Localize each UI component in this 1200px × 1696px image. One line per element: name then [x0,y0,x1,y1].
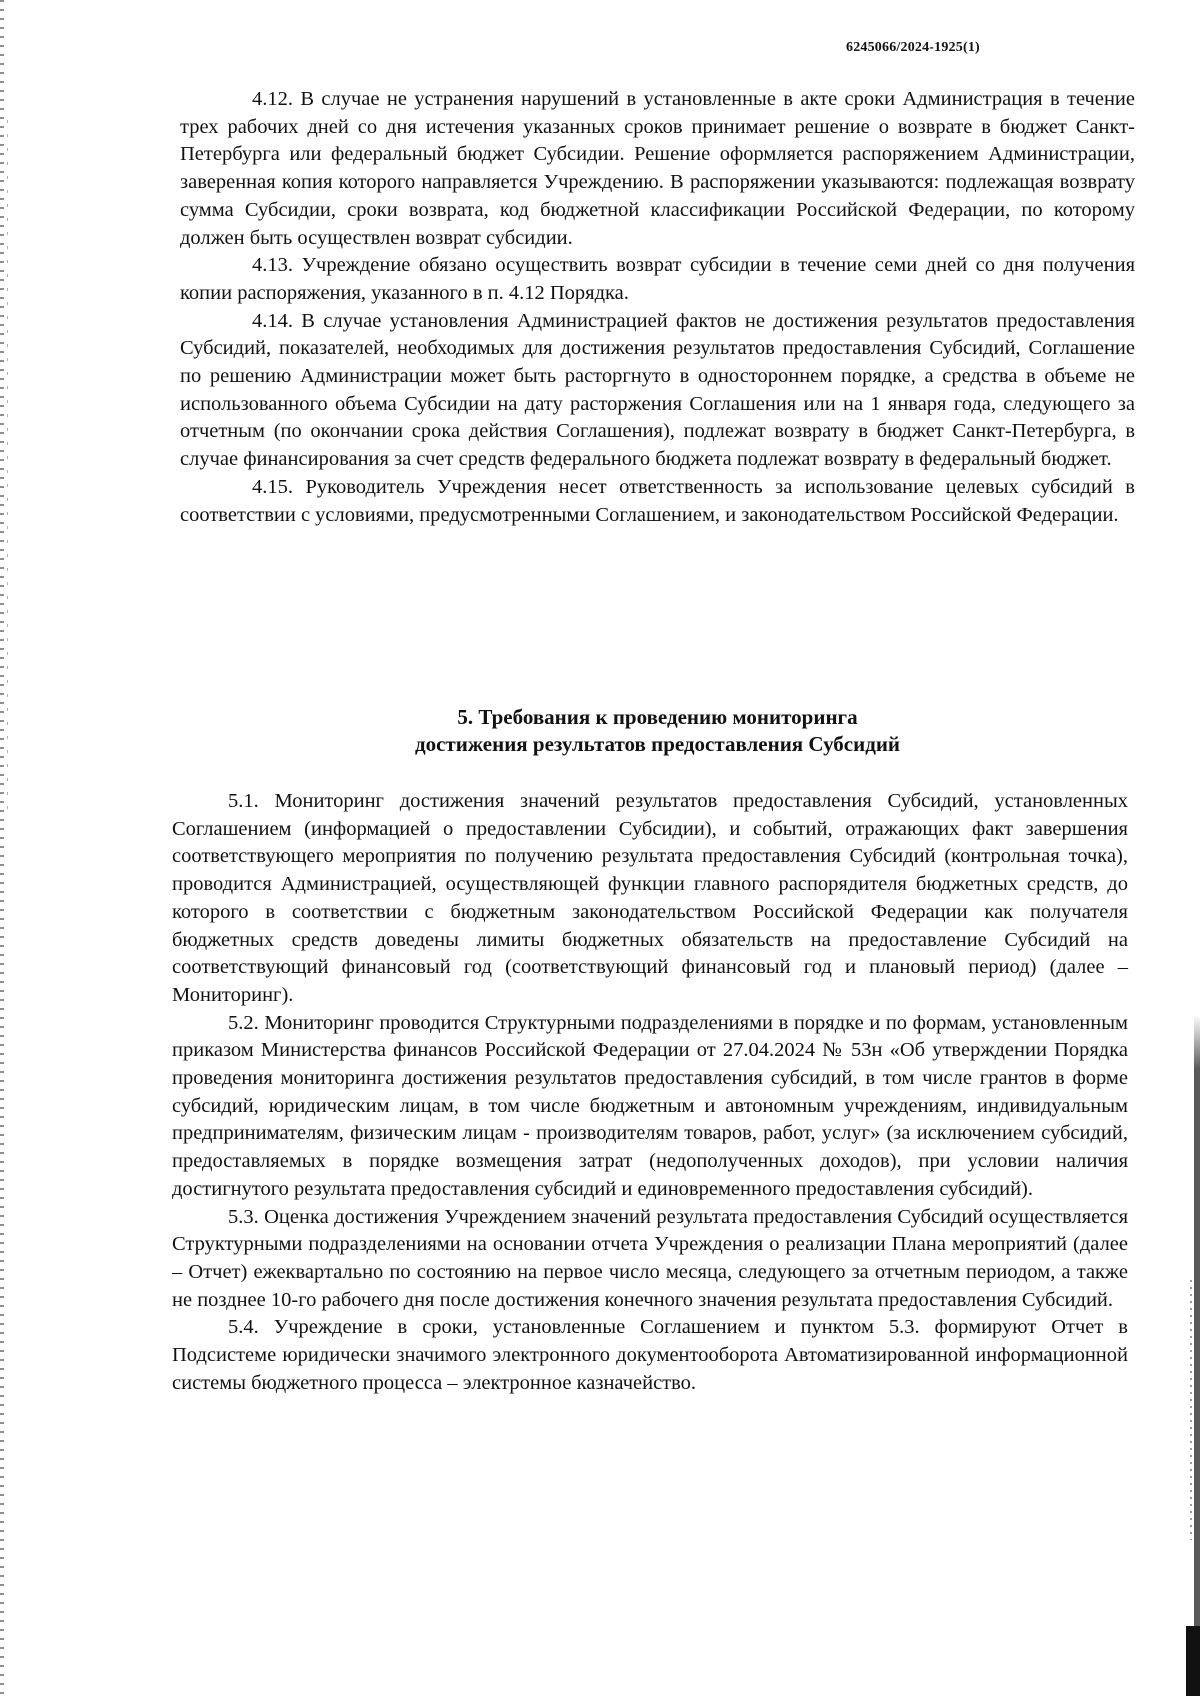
scan-edge-right-inner [1190,1280,1192,1540]
paragraph-5-4: 5.4. Учреждение в сроки, установленные Соглашением и пунктом 5.3. формируют Отчет в Подсистеме юридически значимого электронного документооборота Автоматизированной информационной системы бюджетного процесса – электронное казначейство. [172,1316,1128,1394]
section-5-title [180,704,1135,758]
paragraph-5-3: 5.3. Оценка достижения Учреждением значений результата предоставления Субсидий осуществляется Структурными подразделениями на основании отчета Учреждения о реализации Плана мероприятий (далее – Отчет) ежеквартально по состоянию на первое число месяца, следующего за отчетным периодом, а также не позднее 10-го рабочего дня после достижения конечного значения результата предоставления Субсидий. [172,1205,1128,1311]
section-5-title-line2: достижения результатов предоставления Субсидий [414,732,901,756]
section-5-title-line1: 5. Требования к проведению мониторинга [457,705,858,729]
section-5-body [172,788,1128,1397]
paragraph-4-13: 4.13. Учреждение обязано осуществить возврат субсидии в течение семи дней со дня получения копии распоряжения, указанного в п. 4.12 Порядка. [180,254,1135,304]
section-4-continued [180,86,1135,529]
scan-edge-left-inner [7,120,8,820]
paragraph-4-12: 4.12. В случае не устранения нарушений в установленные в акте сроки Администрация в течение трех рабочих дней со дня истечения указанных сроков принимает решение о возврате в бюджет Санкт-Петербурга или федеральный бюджет Субсидии. Решение оформляется распоряжением Администрации, заверенная копия которого направляется Учреждению. В распоряжении указываются: подлежащая возврату сумма Субсидии, сроки возврата, код бюджетной классификации Российской Федерации, по которому должен быть осуществлен возврат субсидии. [180,88,1135,249]
paragraph-5-2: 5.2. Мониторинг проводится Структурными подразделениями в порядке и по формам, установленным приказом Министерства финансов Российской Федерации от 27.04.2024 № 53н «Об утверждении Порядка проведения мониторинга достижения результатов предоставления субсидий, в том числе грантов в форме субсидий, юридическим лицам, в том числе бюджетным и автономным учреждениям, индивидуальным предпринимателям, физическим лицам - производителям товаров, работ, услуг» (за исключением субсидий, предоставляемых в порядке возмещения затрат (недополученных доходов), при условии наличия достигнутого результата предоставления субсидий и единовременного предоставления субсидий). [172,1011,1128,1200]
document-number: 6245066/2024-1925(1) [846,40,980,55]
scan-edge-right [1194,1015,1200,1696]
scan-edge-left [0,0,4,1696]
paragraph-5-1: 5.1. Мониторинг достижения значений результатов предоставления Субсидий, установленных Соглашением (информацией о предоставлении Субсидии), и событий, отражающих факт завершения соответствующего мероприятия по получению результата предоставления Субсидий (контрольная точка), проводится Администрацией, осуществляющей функции главного распорядителя бюджетных средств, до которого в соответствии с бюджетным законодательством Российской Федерации как получателя бюджетных средств доведены лимиты бюджетных обязательств на предоставление Субсидий на соответствующий финансовый год (соответствующий финансовый год и плановый период) (далее – Мониторинг). [172,790,1128,1006]
paragraph-4-14: 4.14. В случае установления Администрацией фактов не достижения результатов предоставления Субсидий, показателей, необходимых для достижения результатов предоставления Субсидий, Соглашение по решению Администрации может быть расторгнуто в одностороннем порядке, а средства в объеме не использованного объема Субсидии на дату расторжения Соглашения или на 1 января года, следующего за отчетным (по окончании срока действия Соглашения), подлежат возврату в бюджет Санкт-Петербурга, в случае финансирования за счет средств федерального бюджета подлежат возврату в федеральный бюджет. [180,309,1135,471]
scan-corner-mark [1186,1626,1200,1696]
paragraph-4-15: 4.15. Руководитель Учреждения несет ответственность за использование целевых субсидий в соответствии с условиями, предусмотренными Соглашением, и законодательством Российской Федерации. [180,475,1135,526]
